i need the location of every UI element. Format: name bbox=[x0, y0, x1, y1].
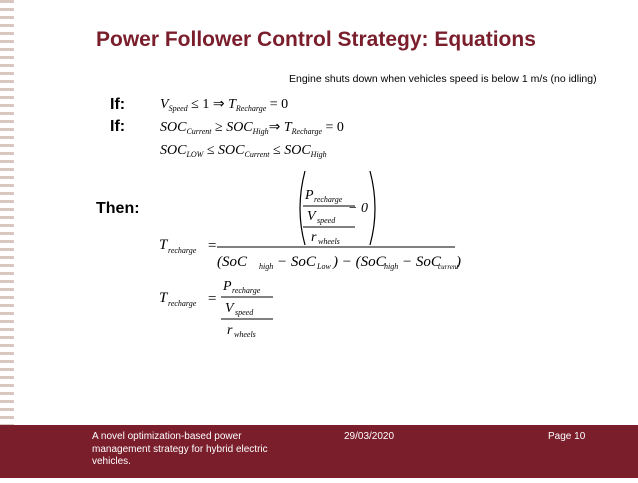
speed-condition-equation bbox=[160, 96, 288, 113]
eq4-den-high2: high bbox=[384, 262, 399, 271]
eq1-t: T bbox=[228, 97, 236, 112]
eq3-a: SOC bbox=[160, 143, 187, 158]
if-label-2: If: bbox=[110, 118, 126, 135]
eq4-v-sub: speed bbox=[317, 216, 336, 225]
eq4-minus0: − 0 bbox=[348, 201, 368, 216]
eq1-t-sub: Recharge bbox=[235, 104, 267, 113]
soc-range-condition-equation bbox=[160, 143, 327, 159]
sidebar-pattern bbox=[0, 0, 14, 478]
eq2-t-sub: Recharge bbox=[291, 127, 323, 136]
eq4-den-mid: ) − (SoC bbox=[333, 254, 386, 270]
eq1-rel: ≤ 1 ⇒ bbox=[191, 97, 225, 112]
left-sidebar-strip bbox=[0, 0, 14, 478]
eq4-den-low: Low bbox=[317, 262, 331, 271]
footer-paper-title: A novel optimization-based power management strategy for hybrid electric vehicles. bbox=[92, 431, 268, 467]
eq2-b-sub: High bbox=[252, 127, 269, 136]
eq3-c-sub: High bbox=[310, 150, 327, 159]
eq5-p-sub: recharge bbox=[232, 286, 261, 295]
eq1-v: V bbox=[160, 97, 169, 112]
eq5-p: P bbox=[223, 279, 232, 294]
eq2-a: SOC bbox=[160, 120, 187, 135]
eq5-eq: = bbox=[207, 291, 218, 307]
eq5-lhs: T bbox=[159, 290, 168, 306]
eq4-den-minus: − SoC bbox=[277, 254, 316, 270]
eq4-eq: = bbox=[207, 238, 218, 254]
eq5-r: r bbox=[227, 323, 233, 338]
eq2-b: SOC bbox=[226, 120, 253, 135]
eq1-v-sub: Speed bbox=[168, 104, 188, 113]
eq4-den-open: (SoC bbox=[217, 254, 247, 270]
eq4-r: r bbox=[311, 230, 317, 245]
eq4-paren-right bbox=[370, 171, 375, 245]
eq4-p: P bbox=[305, 188, 314, 203]
eq3-b: SOC bbox=[218, 143, 245, 158]
eq4-lhs: T bbox=[159, 237, 168, 253]
eq3-rel1: ≤ bbox=[206, 143, 215, 158]
eq3-c: SOC bbox=[284, 143, 311, 158]
eq2-arrow: ⇒ bbox=[268, 120, 281, 135]
eq1-rhs: = 0 bbox=[269, 97, 289, 112]
footer-date: 29/03/2020 bbox=[344, 431, 395, 442]
eq2-rhs: = 0 bbox=[325, 120, 344, 135]
eq3-rel2: ≤ bbox=[273, 143, 281, 158]
eq3-b-sub: Current bbox=[244, 150, 270, 159]
eq4-v: V bbox=[307, 209, 316, 224]
eq2-rel: ≥ bbox=[215, 120, 223, 135]
eq4-den-minus2: − SoC bbox=[402, 254, 441, 270]
eq4-den-cur: current bbox=[438, 263, 459, 271]
eq4-p-sub: recharge bbox=[314, 195, 343, 204]
eq5-v-sub: speed bbox=[235, 308, 254, 317]
eq4-den-close: ) bbox=[456, 254, 461, 270]
eq2-a-sub: Current bbox=[186, 127, 212, 136]
footer-page-number: Page 10 bbox=[548, 431, 586, 442]
eq4-lhs-sub: recharge bbox=[168, 246, 197, 255]
eq5-lhs-sub: recharge bbox=[168, 299, 197, 308]
recharge-torque-equation bbox=[155, 165, 465, 275]
eq4-paren-left bbox=[300, 171, 305, 245]
eq5-r-sub: wheels bbox=[234, 330, 256, 339]
simplified-recharge-torque-equation bbox=[155, 275, 295, 345]
if-label-1: If: bbox=[110, 96, 126, 113]
eq4-r-sub: wheels bbox=[318, 237, 340, 246]
idling-note: Engine shuts down when vehicles speed is below 1 m/s (no idling) bbox=[289, 73, 597, 85]
eq2-t: T bbox=[283, 120, 292, 135]
eq4-den-high1: high bbox=[259, 262, 274, 271]
soc-high-condition-equation bbox=[160, 119, 344, 136]
then-label: Then: bbox=[96, 200, 140, 217]
slide-title: Power Follower Control Strategy: Equations bbox=[96, 28, 536, 51]
eq5-v: V bbox=[225, 301, 234, 316]
eq3-a-sub: LOW bbox=[186, 150, 204, 159]
